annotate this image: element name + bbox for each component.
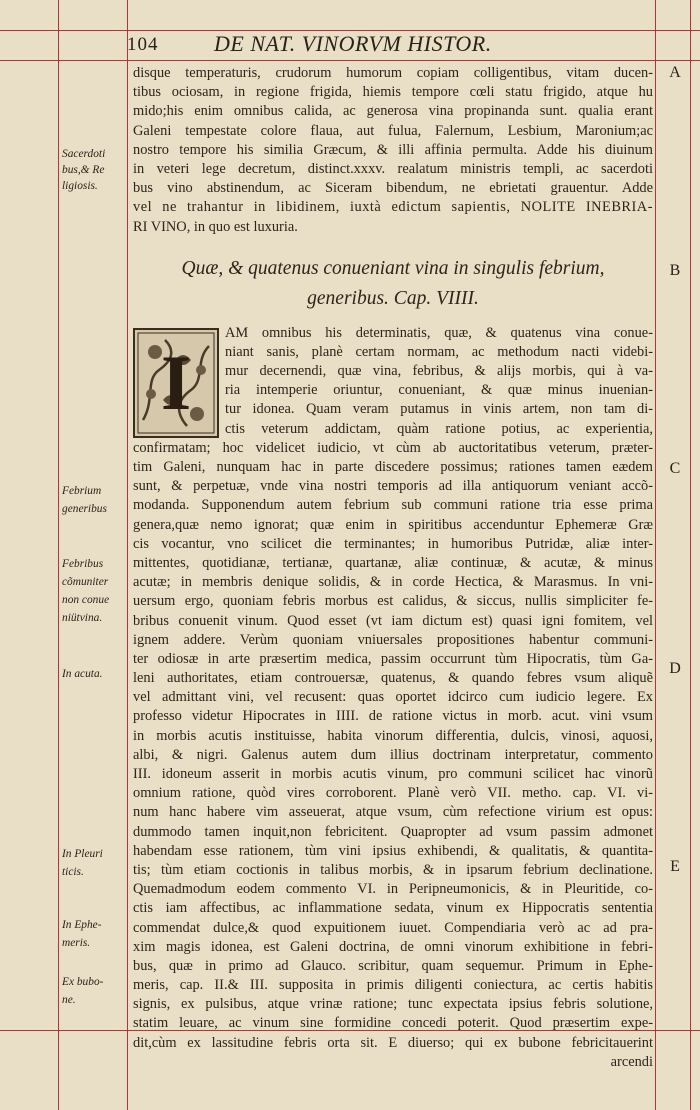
paragraph-2 (133, 439, 653, 1053)
text-line: uersum ergo, quoniam febris morbus est calidus, & siccus, nullis simpliciter fe- (133, 593, 653, 610)
text-line: genera,quæ nemo ignorat; quæ enim in spiritibus accenduntur Ephemeræ Græ (133, 516, 653, 533)
text-line: disque temperaturis, crudorum humorum copiam colligentibus, vitam ducen- (133, 65, 653, 81)
margin-note: In acuta. (62, 668, 103, 680)
margin-note: Ex bubo- (62, 976, 104, 988)
text-line: num hanc habere vim asseuerat, atque vsum, cùm refectione virium est opus: (133, 804, 653, 821)
text-line: meris, cap. II.& III. supposita in primis diligenti coniectura, ac certis habitis (133, 977, 653, 994)
text-line: Quemadmodum eodem commento VI. in Peripneumonicis, & in Pleuritide, co- (133, 881, 653, 898)
text-line: professo videtur Hipocrates in IIII. de ratione victus in morb. acut. vini vsum (133, 708, 653, 725)
text-line: statim leuare, ac vinum sine formidine concedi poterit. Quod præsertim expe- (133, 1015, 653, 1032)
margin-note: niütvina. (62, 612, 103, 624)
text-line: habendam esse rationem, tùm vini ipsius exhibendi, & qualitatis, & quantita- (133, 842, 653, 859)
margin-note: ligiosis. (62, 180, 98, 192)
text-line: albi, & nigri. Galenus autem dum illius doctrinam interpretatur, commento (133, 746, 653, 763)
margin-note: In Pleuri (62, 848, 103, 860)
right-outer-rule (690, 0, 691, 1110)
margin-note: Sacerdoti (62, 148, 106, 160)
text-line: leni authoritates, etiam controuersæ, quatenus, & quando febres vsum aliquẽ (133, 670, 653, 687)
margin-note: ne. (62, 994, 76, 1006)
text-line: RI VINO, in quo est luxuria. (133, 218, 298, 235)
catchword: arcendi (610, 1053, 653, 1070)
text-line: AM omnibus his determinatis, quæ, & quatenus vina conue- (225, 324, 653, 341)
text-line: bus, quæ in primo ad Glauco. scribitur, quam sequemur. Primum in Ephe- (133, 957, 653, 974)
text-line: Galeni tempestate colore flaua, aut fulua, Falernum, Lesbium, Maronium;ac (133, 122, 653, 139)
margin-note: In Ephe- (62, 919, 102, 931)
text-line: tim Galeni, nunquam hac in parte discedere possimus; rationes tamen eædem (133, 459, 653, 475)
initial-letter: I (160, 338, 192, 426)
text-line: dummodo tamen inquit,non febricitent. Quapropter ad vsum passim admonet (133, 823, 653, 840)
text-line: tis; tùm etiam coctionis in talibus morbis, & in ipsarum febrium declinatione. (133, 861, 653, 878)
paragraph-1 (133, 64, 653, 237)
text-line: ria intemperie oriuntur, conueniant, & quæ minus inuenian- (225, 382, 653, 399)
running-head: DE NAT. VINORVM HISTOR. (214, 31, 492, 56)
text-line: in morbis acutis instituisse, habita vinorum differentia, dulcis, vinosi, aquosi, (133, 727, 653, 744)
text-line: niant sanis, planè certam normam, ac methodum nacti videbi- (225, 343, 653, 360)
text-line: mittentes, quotidianæ, tertianæ, quartanæ, aliæ continuæ, & acutæ, & minus (133, 554, 653, 571)
text-line: omnium ratione, quòd vires corroborent. Planè verò VII. metho. cap. VI. vi- (133, 785, 653, 802)
main-text (133, 64, 653, 1072)
page-number: 104 (127, 34, 159, 55)
text-line: vel admittant vini, vel recusent: quas oportet idcirco cum iudicio legere. Ex (133, 689, 653, 706)
margin-note: Febribus (62, 558, 104, 570)
text-line: confirmatam; hoc videlicet iudicio, vt cùm ab auctoritatibus veterum, præter- (133, 439, 653, 456)
section-letter-d: D (669, 660, 681, 677)
text-line: ignem addere. Verùm quoniam vniuersales propositiones habentur communi- (133, 631, 653, 648)
text-line: cis vocantur, vno scilicet die terminantes; in humoribus Putridæ, aliæ inter- (133, 535, 653, 552)
margin-note: meris. (62, 937, 91, 949)
decorated-initial (133, 328, 219, 438)
text-line: signis, ex pulsibus, atque vrinæ ratione; tunc expectata ipsius febris solutione, (133, 996, 653, 1013)
text-line: bus vino abstinendum, ac Siceram bibendum, ne ebrietati grauentur. Adde (133, 180, 653, 197)
page-header (0, 28, 700, 60)
text-line: acutæ; in membris denique solidis, & in corde Hectica, & Marasmus. In vni- (133, 574, 653, 591)
text-line: ctis iam affectibus, ac inflammatione sedata, vinum ex Hippocratis sententia (133, 900, 653, 917)
chapter-title-line-2: generibus. Cap. VIIII. (307, 287, 479, 309)
header-rule (0, 60, 700, 61)
section-letter-e: E (670, 858, 680, 875)
margin-note: generibus (62, 503, 107, 515)
text-line: dit,cùm ex lassitudine febris orta sit. E diuerso; qui ex bubone febricitauerint (133, 1034, 653, 1051)
text-line: in veteri lege decretum, distinct.xxxv. realatum ministris templi, ac sacerdoti (133, 160, 653, 177)
text-line: nostro tempore his similia Græcum, & illi affinia permulta. Adde his diuinum (133, 141, 653, 158)
text-line: sunt, & perpetuæ, vnde vina nostri temporis ad illa antiquorum veniant accõ- (133, 478, 653, 495)
margin-note: ticis. (62, 866, 84, 878)
margin-rule (127, 0, 128, 1110)
margin-note: non conue (62, 594, 110, 606)
text-line: mur decernendi, quæ vina, febribus, & alijs morbis, qui à va- (225, 363, 653, 380)
text-line: III. idoneum asserit in morbis acutis vinum, pro communi scilicet hac vinorũ (133, 766, 653, 782)
right-text-rule (655, 0, 656, 1110)
left-outer-rule (58, 0, 59, 1110)
text-line: mido;his enim omnibus calida, ac generosa vina propinanda sunt. qualia erant (133, 103, 653, 120)
text-line: vel ne trahantur in libidinem, iuxtà edictum sapientis, NOLITE INEBRIA- (133, 199, 653, 216)
chapter-title-line-1: Quæ, & quatenus conueniant vina in singulis febrium, (181, 257, 605, 279)
text-line: bribus conuenit vinum. Quod esset (vt iam dictum est) quasi igni fomitem, vel (133, 612, 653, 629)
section-letter-c: C (669, 460, 681, 477)
text-line: tibus ociosam, in regione frigida, hiemis tempore cœli statu frigido, atque hu (133, 84, 653, 101)
text-line: modanda. Supponendum autem febrium sub communi ratione tria esse prima (133, 497, 653, 514)
margin-notes (62, 64, 124, 1024)
section-letter-b: B (669, 262, 681, 279)
margin-note: bus,& Re (62, 164, 105, 176)
text-line: xim magis idonea, est Galeni doctrina, de omni vinorum exhibitione in febri- (133, 938, 653, 955)
text-line: ter odiosæ in arte præsertim medica, passim occurrunt tùm Hipocratis, tùm Ga- (133, 650, 653, 667)
margin-note: cõmuniter (62, 576, 109, 588)
text-line: tur idonea. Quam veram putamus in vinis artem, non tam di- (225, 401, 653, 418)
section-letter-a: A (669, 64, 681, 81)
margin-note: Febrium (62, 485, 102, 497)
text-line: ctis veterum addictam, quàm ratione potius, ac experientia, (225, 420, 653, 437)
paragraph-2-opening (133, 324, 653, 439)
text-line: commendat dulce,& quod expuitionem iuuet. Compendiaria verò ac ad pra- (133, 919, 653, 936)
